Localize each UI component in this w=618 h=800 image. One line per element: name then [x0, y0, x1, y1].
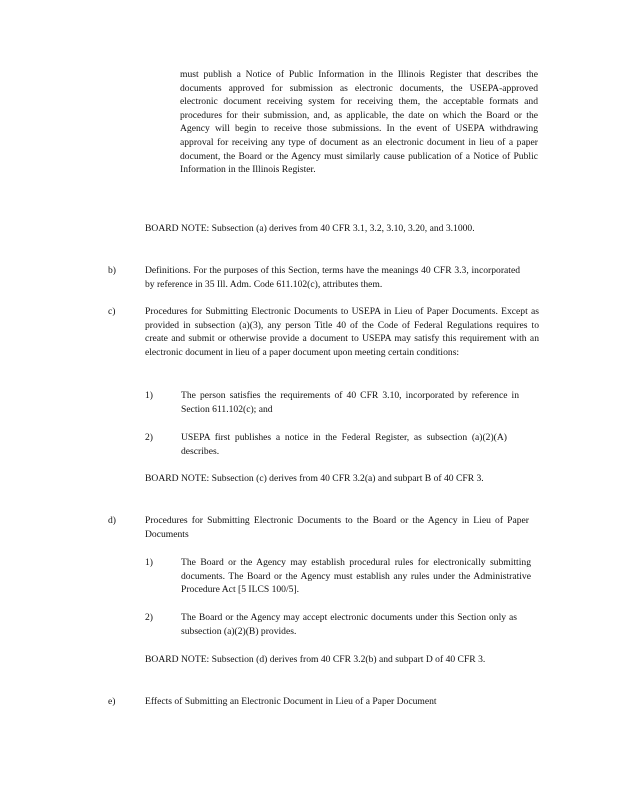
item-text: USEPA first publishes a notice in the Federal Register, as subsection (a)(2)(A) describes.: [181, 432, 507, 457]
item-text: The Board or the Agency may establish procedural rules for electronically submitting documents. The Board or the Agency must establish any rules under the Administrative Procedure Act [5 ILCS 100/5].: [181, 557, 531, 596]
subsection-marker: e): [108, 696, 116, 707]
item-marker: 2): [145, 612, 153, 623]
board-note-d: BOARD NOTE: Subsection (d) derives from 40 CFR 3.2(b) and subpart D of 40 CFR 3.: [145, 654, 486, 665]
subsection-marker: b): [108, 265, 116, 276]
subsection-marker: d): [108, 515, 116, 526]
subsection-text: Procedures for Submitting Electronic Documents to USEPA in Lieu of Paper Documents. Except as provided in subsection (a)(3), any person Title 40 of the Code of Federal Regulations requires to create and submit or otherwise provide a document to USEPA may satisfy this requirement with an electronic document in lieu of a paper document upon meeting certain conditions:: [145, 306, 539, 358]
subsection-text: Definitions. For the purposes of this Section, terms have the meanings 40 CFR 3.3, incorporated by reference in 35 Ill. Adm. Code 611.102(c), attributes them.: [145, 265, 520, 290]
item-text: The person satisfies the requirements of 40 CFR 3.10, incorporated by reference in Section 611.102(c); and: [181, 390, 519, 415]
continuation-paragraph: must publish a Notice of Public Information in the Illinois Register that describes the documents approved for submission as electronic documents, the USEPA-approved electronic document receiving system for receiving them, the acceptable formats and procedures for their submission, and, as applicable, the date on which the Board or the Agency will begin to receive those submissions. In the event of USEPA withdrawing approval for receiving any type of document as an electronic document in lieu of a paper document, the Board or the Agency must similarly cause publication of a Notice of Public Information in the Illinois Register.: [180, 69, 538, 176]
subsection-heading: Effects of Submitting an Electronic Document in Lieu of a Paper Document: [145, 696, 437, 707]
item-marker: 1): [145, 557, 153, 568]
subsection-marker: c): [108, 306, 116, 317]
item-marker: 2): [145, 432, 153, 443]
item-text: The Board or the Agency may accept electronic documents under this Section only as subsection (a)(2)(B) provides.: [181, 612, 517, 637]
item-marker: 1): [145, 390, 153, 401]
board-note-c: BOARD NOTE: Subsection (c) derives from 40 CFR 3.2(a) and subpart B of 40 CFR 3.: [145, 473, 484, 484]
board-note-a: BOARD NOTE: Subsection (a) derives from 40 CFR 3.1, 3.2, 3.10, 3.20, and 3.1000.: [145, 223, 475, 234]
subsection-text: Procedures for Submitting Electronic Documents to the Board or the Agency in Lieu of Paper Documents: [145, 515, 529, 540]
